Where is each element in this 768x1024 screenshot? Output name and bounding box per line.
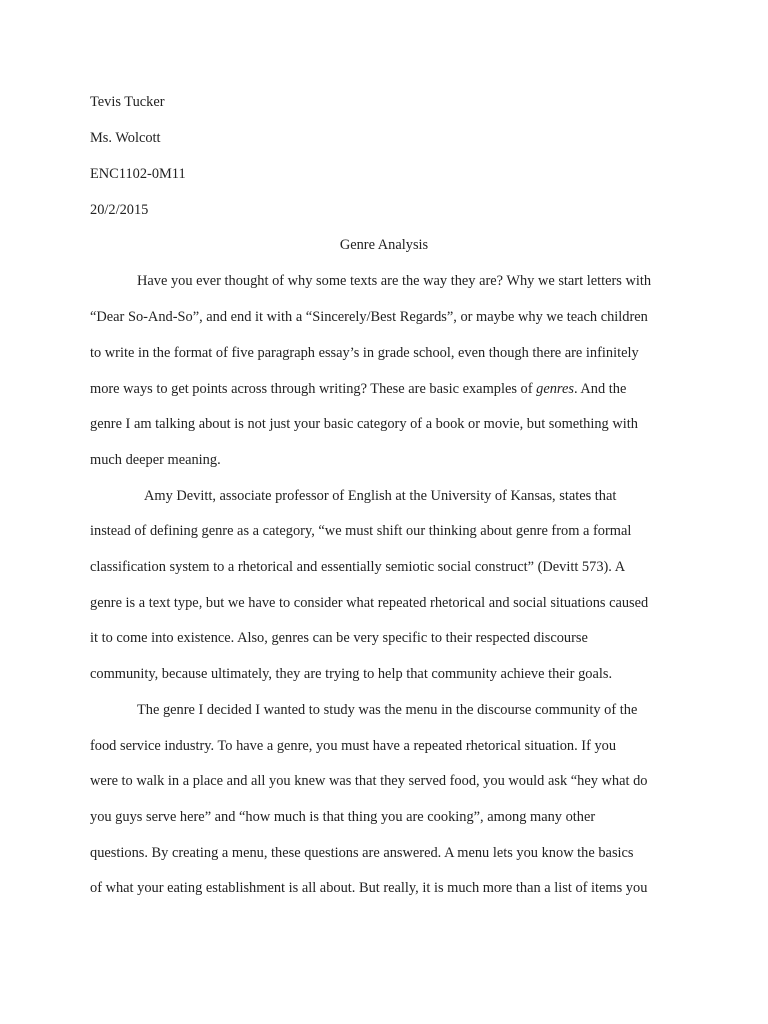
paragraph-3-line-3: were to walk in a place and all you knew was that they served food, you would ask “hey what do: [90, 773, 648, 789]
student-name: Tevis Tucker: [90, 94, 165, 110]
paragraph-1-line-2: “Dear So-And-So”, and end it with a “Sincerely/Best Regards”, or maybe why we teach children: [90, 309, 648, 325]
paragraph-2-line-3: classification system to a rhetorical and essentially semiotic social construct” (Devitt 573). A: [90, 559, 626, 575]
date: 20/2/2015: [90, 202, 149, 218]
paragraph-3-line-2: food service industry. To have a genre, you must have a repeated rhetorical situation. If you: [90, 738, 617, 754]
line-text-after: . And the: [573, 381, 627, 397]
paragraph-1-line-3: to write in the format of five paragraph essay’s in grade school, even though there are infinitely: [90, 345, 639, 361]
paragraph-3-line-1: The genre I decided I wanted to study was the menu in the discourse community of the: [137, 702, 638, 718]
paragraph-2-line-4: genre is a text type, but we have to consider what repeated rhetorical and social situations caused: [90, 595, 649, 611]
paragraph-1-line-1: Have you ever thought of why some texts are the way they are? Why we start letters with: [137, 273, 652, 289]
paragraph-3-line-6: of what your eating establishment is all about. But really, it is much more than a list of items you: [90, 880, 648, 896]
paragraph-2-line-1: Amy Devitt, associate professor of English at the University of Kansas, states that: [144, 488, 617, 504]
line-text-before: more ways to get points across through writing? These are basic examples of: [90, 381, 537, 397]
paragraph-2-line-5: it to come into existence. Also, genres can be very specific to their respected discourse: [90, 630, 588, 646]
paragraph-3-line-5: questions. By creating a menu, these questions are answered. A menu lets you know the basics: [90, 845, 634, 861]
emphasized-term: genres: [536, 381, 574, 397]
paragraph-1-line-4: [90, 380, 626, 398]
paragraph-1-line-6: much deeper meaning.: [90, 452, 221, 468]
paragraph-3-line-4: you guys serve here” and “how much is that thing you are cooking”, among many other: [90, 809, 596, 825]
document-title: Genre Analysis: [339, 237, 429, 253]
paragraph-2-line-2: instead of defining genre as a category, “we must shift our thinking about genre from a formal: [90, 523, 632, 539]
paragraph-2-line-6: community, because ultimately, they are trying to help that community achieve their goals.: [90, 666, 613, 682]
paragraph-1-line-5: genre I am talking about is not just your basic category of a book or movie, but something with: [90, 416, 638, 432]
course-code: ENC1102-0M11: [90, 166, 186, 182]
instructor-name: Ms. Wolcott: [90, 130, 161, 146]
